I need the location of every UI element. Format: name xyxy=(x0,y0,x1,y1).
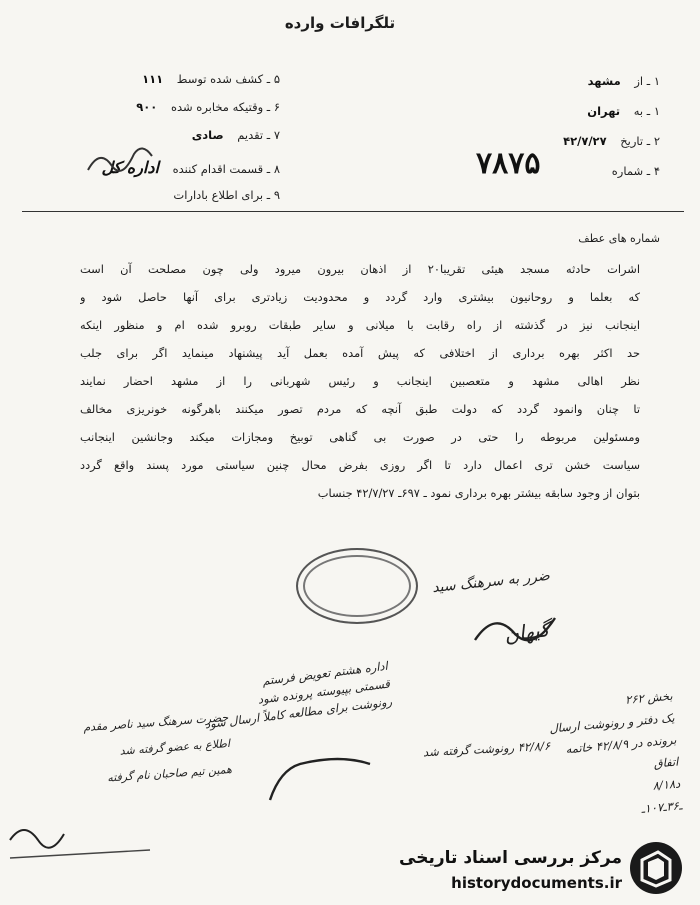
body-line: سیاست خشن تری اعمال دارد تا اگر روزی بفرض محال چنین سیاستی مورد پسند واقع گردد xyxy=(80,458,640,472)
body-line: بتوان از وجود سابقه بیشتر بهره برداری نمود ـ ۶۹۷ـ ۴۲/۷/۲۷ جنساب xyxy=(317,486,640,500)
note-center-date: ۴۲/۸/۶ رونوشت گرفته شد xyxy=(422,738,551,760)
round-stamp xyxy=(296,548,418,624)
field-action-dept-value: اداره کل xyxy=(101,158,159,177)
field-from xyxy=(588,74,660,88)
field-submitted-value: صادی xyxy=(191,128,224,142)
field-to-label: ۱ ـ به xyxy=(633,104,660,118)
field-to xyxy=(587,104,660,118)
note-right-top: ضرر به سرهنگ سید xyxy=(431,567,551,597)
field-for-info xyxy=(163,188,280,202)
field-decoded-by-label: ۵ ـ کشف شده توسط xyxy=(176,72,280,86)
archive-watermark xyxy=(399,830,690,900)
body-line: حد اکثر بهره برداری از اختلافی که پیش آمده بعمل آید پیشنهاد مینماید اگر برای جلب xyxy=(80,346,640,360)
field-number-value xyxy=(602,164,612,178)
archive-name-fa: مرکز بررسی اسناد تاریخی xyxy=(399,848,622,868)
body-line: ومسئولین مربوطه را حتی در صورت بی گناهی توبیخ ومجازات میکند وجانشین اینجانب xyxy=(80,430,640,444)
field-for-info-value xyxy=(163,188,173,202)
field-number xyxy=(602,164,660,178)
reference-numbers-label: شماره های عطف xyxy=(578,232,660,245)
document-title: تلگرافات وارده xyxy=(284,14,396,32)
body-line: که بعلما و روحانیون بیشتری وارد گردد و محدودیت زیادتری برای آنها حاصل شود و xyxy=(80,290,640,304)
note-left: حضرت سرهنگ سید ناصر مقدم اطلاع به عضو گرفته شد همین تیم صاحبان نام گرفته xyxy=(82,711,233,785)
field-sent-time-label: ۶ ـ وقتیکه مخابره شده xyxy=(170,100,280,114)
field-number-label: ۴ ـ شماره xyxy=(611,164,660,178)
field-action-dept xyxy=(102,158,281,177)
body-line: نظر اهالی مشهد و متعصبین اینجانب و رئیس شهربانی را از مشهد احضار نمایند xyxy=(80,374,640,388)
body-line: اشرات حادثه مسجد هیئی تقریبا۲۰ از اذهان بیرون میرود ولی چون مصلحت آن است xyxy=(80,262,640,276)
body-line: اینجانب نیز در گذشته از راه رقابت با میلانی و سایر طبقات روبرو شده ام و منظور اینکه xyxy=(80,318,640,332)
field-date-value: ۴۲/۷/۲۷ xyxy=(563,134,607,148)
field-from-label: ۱ ـ از xyxy=(634,74,660,88)
field-for-info-label: ۹ ـ برای اطلاع بادارات xyxy=(173,188,280,202)
field-decoded-by xyxy=(142,72,280,86)
field-sent-time-value: ۹۰۰ xyxy=(136,100,158,114)
body-line: تا چنان وانمود گردد که دولت طبق آنچه که مردم تصور میکنند باهرگونه خونریزی مخالف xyxy=(80,402,640,416)
field-date-label: ۲ ـ تاریخ xyxy=(620,134,660,148)
field-submitted xyxy=(192,128,280,142)
header-divider xyxy=(22,211,684,212)
field-sent-time xyxy=(136,100,280,114)
document-number: ۷۸۷۵ xyxy=(476,146,541,181)
telegram-body xyxy=(80,255,640,507)
field-action-dept-label: ۸ ـ قسمت اقدام کننده xyxy=(172,162,280,176)
archive-logo-icon xyxy=(628,840,684,896)
note-right-margin: بخش ۲۶۲ یک دفتر و رونوشت ارسال برونده در ۴۲/۸/۹ خاتمه اتفاق د۸/۱۸ ـ۳۶ـ۱۰۷ـ xyxy=(549,688,684,816)
archive-name-en: historydocuments.ir xyxy=(451,874,622,892)
note-right-bottom: گیهان xyxy=(502,616,552,648)
field-submitted-label: ۷ ـ تقدیم xyxy=(237,128,280,142)
field-decoded-by-value: ۱۱۱ xyxy=(142,72,164,86)
note-center: اداره هشتم تعویض فرستم قسمتی بپیوسته پرونده شود رونوشت برای مطالعه کاملاً ارسال شود xyxy=(203,658,393,732)
field-date xyxy=(563,134,660,148)
field-from-value: مشهد xyxy=(587,74,621,88)
field-to-value: تهران xyxy=(587,104,621,118)
